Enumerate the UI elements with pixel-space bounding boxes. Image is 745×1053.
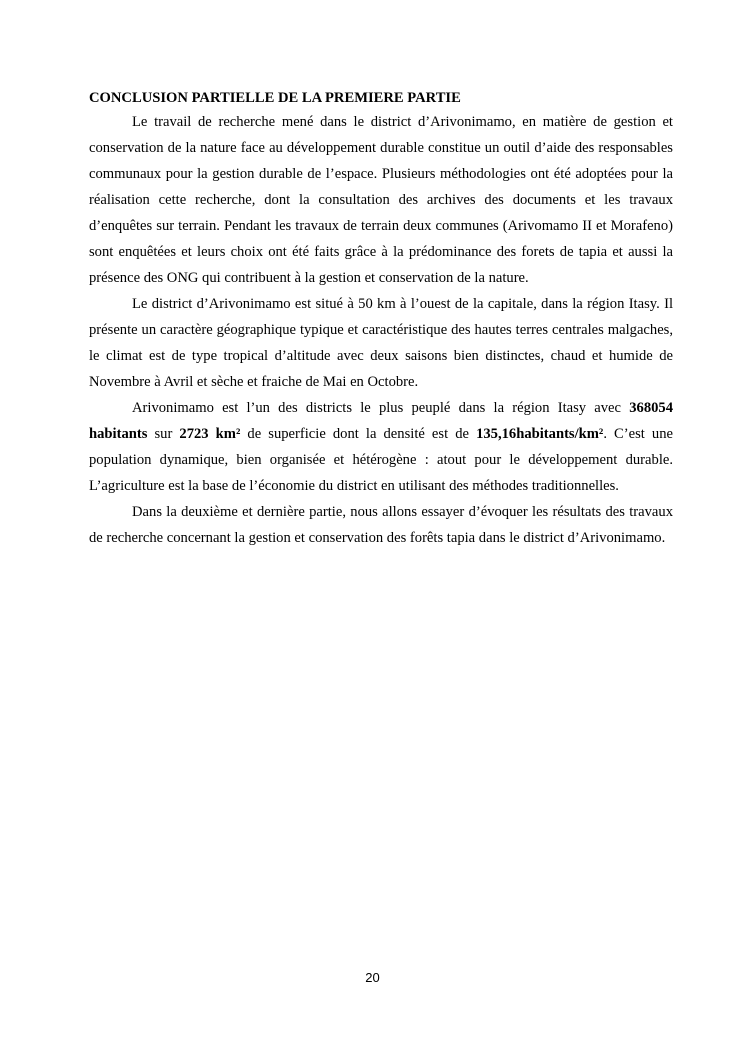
population-figure: 368054 habitants [89, 400, 673, 442]
population-text-3: de superficie dont la densité est de [240, 426, 477, 442]
paragraph-population [89, 395, 673, 499]
section-heading: CONCLUSION PARTIELLE DE LA PREMIERE PARTIE [89, 90, 461, 106]
paragraph-methodology: Le travail de recherche mené dans le district d’Arivonimamo, en matière de gestion et conservation de la nature face au développement durable constitue un outil d’aide des responsables communaux pour la gestion durable de l’espace. Plusieurs méthodologies ont été adoptées pour la réalisation cette recherche, dont la consultation des archives des documents et les travaux d’enquêtes sur terrain. Pendant les travaux de terrain deux communes (Arivomamo II et Morafeno) sont enquêtées et leurs choix ont été faits grâce à la prédominance des forets de tapia et aussi la présence des ONG qui contribuent à la gestion et conservation de la nature. [89, 114, 673, 286]
population-text-1: Arivonimamo est l’un des districts le plus peuplé dans la région Itasy avec [132, 400, 630, 416]
area-figure: 2723 km² [179, 426, 241, 442]
page-content [89, 87, 673, 551]
page-number: 20 [365, 970, 380, 985]
density-figure: 135,16habitants/km² [476, 426, 604, 442]
paragraph-geography: Le district d’Arivonimamo est situé à 50 km à l’ouest de la capitale, dans la région Itasy. Il présente un caractère géographique typique et caractéristique des hautes terres centrales malgaches, le climat est de type tropical d’altitude avec deux saisons bien distinctes, chaud et humide de Novembre à Avril et sèche et fraiche de Mai en Octobre. [89, 296, 673, 390]
population-text-2: sur [147, 426, 180, 442]
paragraph-next-part: Dans la deuxième et dernière partie, nous allons essayer d’évoquer les résultats des travaux de recherche concernant la gestion et conservation des forêts tapia dans le district d’Arivonimamo. [89, 504, 673, 546]
population-text-4: . C’est une population dynamique, bien organisée et hétérogène : atout pour le développement durable. L’agriculture est la base de l’économie du district en utilisant des méthodes traditionnelles. [89, 426, 673, 494]
